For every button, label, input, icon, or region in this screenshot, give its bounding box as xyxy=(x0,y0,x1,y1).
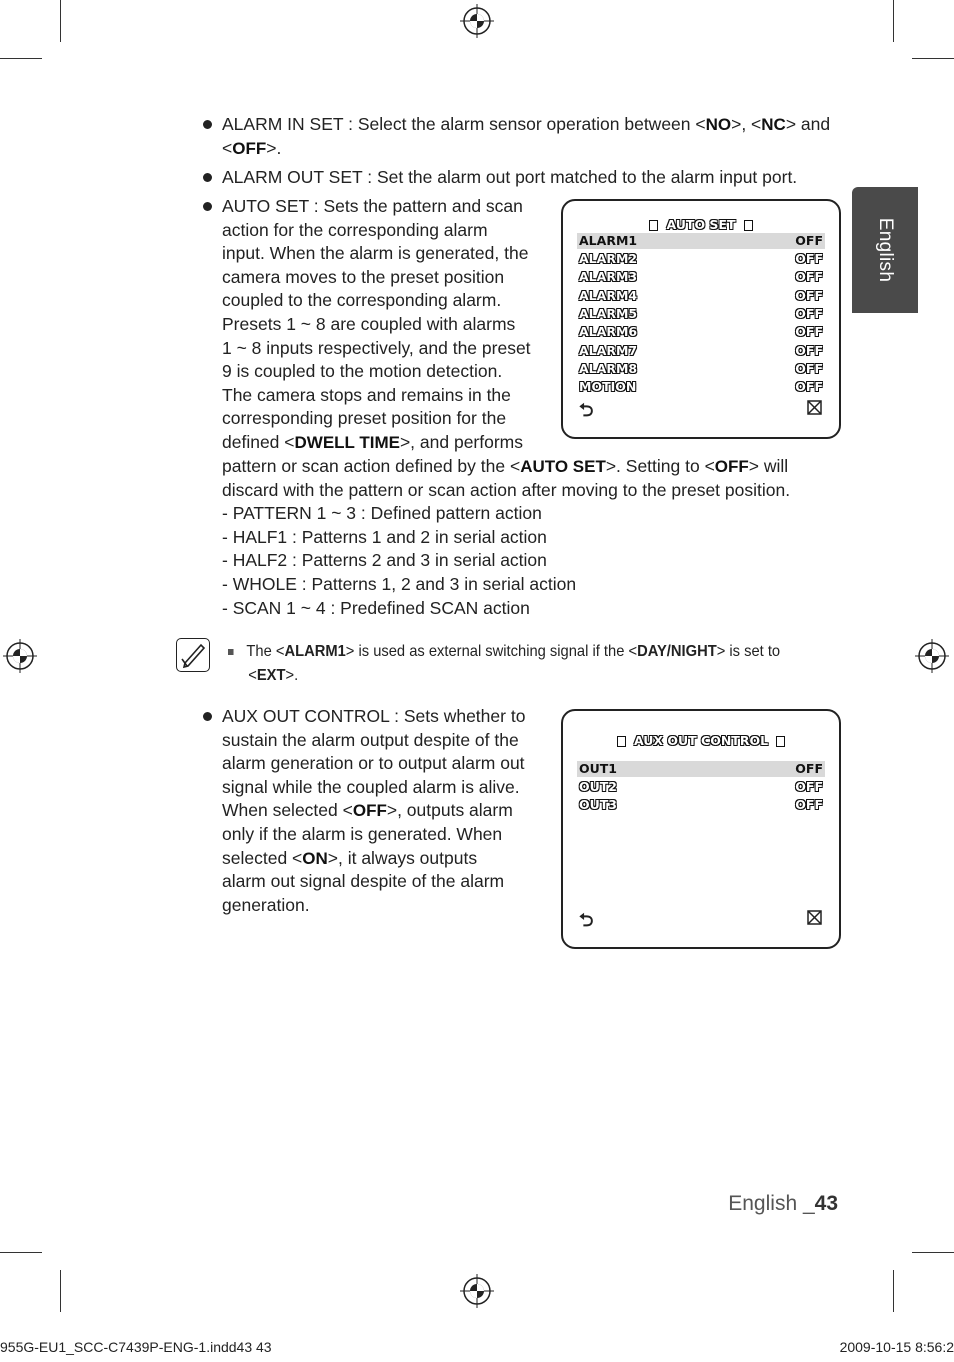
osd-title-text: AUX OUT CONTROL xyxy=(633,733,769,748)
value-off: OFF xyxy=(352,801,387,821)
osd-menu-row[interactable] xyxy=(577,324,825,340)
osd-row-value: OFF xyxy=(795,379,823,394)
osd-bracket-icon xyxy=(776,736,785,747)
text-line: sustain the alarm output despite of the xyxy=(222,729,519,750)
osd-row-value: OFF xyxy=(795,233,823,248)
bullet-icon xyxy=(203,712,212,721)
alarm-in-set-text xyxy=(222,113,842,160)
return-icon[interactable]: ⮌ xyxy=(579,400,594,421)
osd-aux-out-control-screen xyxy=(561,709,841,949)
value-alarm1: ALARM1 xyxy=(284,643,346,660)
osd-row-value: OFF xyxy=(795,779,823,794)
osd-row-value: OFF xyxy=(795,269,823,284)
osd-title-text: AUTO SET xyxy=(666,217,736,232)
osd-title xyxy=(563,733,839,748)
registration-mark-icon xyxy=(460,4,494,38)
osd-menu-row[interactable] xyxy=(577,306,825,322)
text-line: AUTO SET : Sets the pattern and scan xyxy=(222,196,523,216)
alarm-out-set-text: ALARM OUT SET : Set the alarm out port matched to the alarm input port. xyxy=(222,167,798,187)
osd-row-label: ALARM7 xyxy=(579,343,638,358)
note-square-icon xyxy=(228,649,234,655)
page-num: 43 xyxy=(814,1192,838,1215)
auto-set-text-wide xyxy=(222,455,842,620)
osd-menu-row[interactable] xyxy=(577,251,825,267)
text-span: pattern or scan action defined by the < xyxy=(222,456,521,476)
text-line xyxy=(222,455,842,479)
aux-out-text xyxy=(222,705,552,917)
print-slug-left: 955G-EU1_SCC-C7439P-ENG-1.indd43 43 xyxy=(0,1339,272,1355)
registration-mark-icon xyxy=(915,639,949,673)
bullet-icon xyxy=(203,202,212,211)
value-day-night: DAY/NIGHT xyxy=(637,643,717,660)
alarm-in-sep: > and xyxy=(785,114,831,134)
page-number xyxy=(728,1192,838,1216)
text-span: >, outputs alarm xyxy=(386,800,513,821)
bullet-icon xyxy=(203,120,212,129)
osd-row-label: ALARM8 xyxy=(579,361,638,376)
text-span: >, it always outputs xyxy=(327,847,478,868)
text-span: When selected < xyxy=(222,800,353,821)
alarm-in-sep: >, < xyxy=(731,114,762,134)
exit-icon[interactable] xyxy=(807,400,822,415)
text-line xyxy=(222,799,552,823)
text-line: input. When the alarm is generated, the xyxy=(222,243,529,264)
osd-row-value: OFF xyxy=(795,306,823,321)
value-nc: NC xyxy=(761,115,786,134)
bullet-icon xyxy=(203,173,212,182)
text-line: 1 ~ 8 inputs respectively, and the preset xyxy=(222,337,531,358)
crop-mark xyxy=(0,1252,42,1253)
text-line: camera moves to the preset position xyxy=(222,266,505,287)
osd-row-value: OFF xyxy=(795,324,823,339)
text-line: only if the alarm is generated. When xyxy=(222,823,503,844)
osd-row-label: OUT3 xyxy=(579,797,618,812)
osd-bracket-icon xyxy=(617,736,626,747)
text-line: AUX OUT CONTROL : Sets whether to xyxy=(222,706,526,726)
text-line: signal while the coupled alarm is alive. xyxy=(222,776,520,797)
osd-row-value: OFF xyxy=(795,797,823,812)
note-span: > is used as external switching signal if the < xyxy=(345,643,638,660)
value-off: OFF xyxy=(714,457,749,476)
list-item: - WHOLE : Patterns 1, 2 and 3 in serial action xyxy=(222,573,577,594)
osd-bracket-icon xyxy=(744,220,753,231)
note-text xyxy=(228,640,817,688)
alarm-in-sep: >. xyxy=(266,137,282,158)
osd-menu-row[interactable] xyxy=(577,797,825,813)
registration-mark-icon xyxy=(3,639,37,673)
text-line: discard with the pattern or scan action after moving to the preset position. xyxy=(222,479,791,500)
osd-auto-set-screen xyxy=(561,199,841,439)
note-pencil-icon xyxy=(176,638,210,672)
osd-title xyxy=(563,217,839,232)
list-item: - HALF2 : Patterns 2 and 3 in serial action xyxy=(222,550,547,571)
osd-menu-row[interactable] xyxy=(577,233,825,249)
osd-row-label: ALARM4 xyxy=(579,288,638,303)
crop-mark xyxy=(60,1270,61,1312)
osd-row-label: OUT2 xyxy=(579,779,618,794)
osd-row-value: OFF xyxy=(795,761,823,776)
value-on: ON xyxy=(302,848,328,868)
text-span: >. Setting to < xyxy=(605,456,715,476)
osd-row-label: ALARM3 xyxy=(579,269,638,284)
exit-icon[interactable] xyxy=(807,910,822,925)
list-item: - PATTERN 1 ~ 3 : Defined pattern action xyxy=(222,503,542,524)
osd-row-label: ALARM1 xyxy=(579,233,638,248)
osd-row-label: ALARM2 xyxy=(579,251,638,266)
note-span: >. xyxy=(285,667,299,684)
text-line: Presets 1 ~ 8 are coupled with alarms xyxy=(222,313,516,334)
alarm-in-prefix: ALARM IN SET : Select the alarm sensor operation between < xyxy=(222,114,706,134)
crop-mark xyxy=(912,58,954,59)
osd-menu-row[interactable] xyxy=(577,761,825,777)
print-slug-right: 2009-10-15 8:56:2 xyxy=(839,1339,954,1355)
crop-mark xyxy=(0,58,42,59)
osd-menu-row[interactable] xyxy=(577,269,825,285)
note-span: > is set to xyxy=(716,643,781,660)
osd-row-value: OFF xyxy=(795,361,823,376)
text-line: 9 is coupled to the motion detection. xyxy=(222,361,503,382)
osd-row-label: OUT1 xyxy=(579,761,618,776)
text-span: >, and performs xyxy=(399,431,523,452)
osd-row-label: MOTION xyxy=(579,379,637,394)
osd-menu-row[interactable] xyxy=(577,343,825,359)
text-line: generation. xyxy=(222,894,310,915)
return-icon[interactable]: ⮌ xyxy=(579,910,594,931)
value-dwell-time: DWELL TIME xyxy=(294,432,400,452)
crop-mark xyxy=(893,0,894,42)
osd-menu-row[interactable] xyxy=(577,779,825,795)
value-no: NO xyxy=(705,115,732,134)
osd-row-label: ALARM5 xyxy=(579,306,638,321)
osd-bracket-icon xyxy=(649,220,658,231)
osd-row-label: ALARM6 xyxy=(579,324,638,339)
osd-menu-row[interactable] xyxy=(577,288,825,304)
side-tab-label: English xyxy=(875,217,896,283)
crop-mark xyxy=(912,1252,954,1253)
text-line: corresponding preset position for the xyxy=(222,408,507,429)
osd-menu-row[interactable] xyxy=(577,361,825,377)
value-off: OFF xyxy=(232,138,267,158)
registration-mark-icon xyxy=(460,1274,494,1308)
list-item: - SCAN 1 ~ 4 : Predefined SCAN action xyxy=(222,597,530,618)
crop-mark xyxy=(60,0,61,42)
osd-row-value: OFF xyxy=(795,343,823,358)
auto-set-text xyxy=(222,195,552,455)
text-line xyxy=(222,847,552,871)
osd-menu-row[interactable] xyxy=(577,379,825,395)
text-line: alarm generation or to output alarm out xyxy=(222,753,525,774)
text-line: alarm out signal despite of the alarm xyxy=(222,871,505,892)
note-span: < xyxy=(248,667,257,684)
crop-mark xyxy=(893,1270,894,1312)
value-ext: EXT xyxy=(256,667,286,684)
list-item: - HALF1 : Patterns 1 and 2 in serial action xyxy=(222,526,547,547)
text-span: defined < xyxy=(222,431,295,452)
text-line: coupled to the corresponding alarm. xyxy=(222,290,502,311)
text-line: action for the corresponding alarm xyxy=(222,219,488,240)
text-span: > will xyxy=(748,456,789,476)
text-span: selected < xyxy=(222,847,303,868)
alarm-in-sep: < xyxy=(222,137,233,158)
value-auto-set: AUTO SET xyxy=(520,457,606,476)
text-line: The camera stops and remains in the xyxy=(222,384,511,405)
osd-row-value: OFF xyxy=(795,251,823,266)
note-span: The < xyxy=(246,643,285,660)
language-side-tab xyxy=(852,187,918,313)
osd-row-value: OFF xyxy=(795,288,823,303)
text-line xyxy=(222,431,552,455)
page-prefix: English _ xyxy=(728,1192,815,1215)
